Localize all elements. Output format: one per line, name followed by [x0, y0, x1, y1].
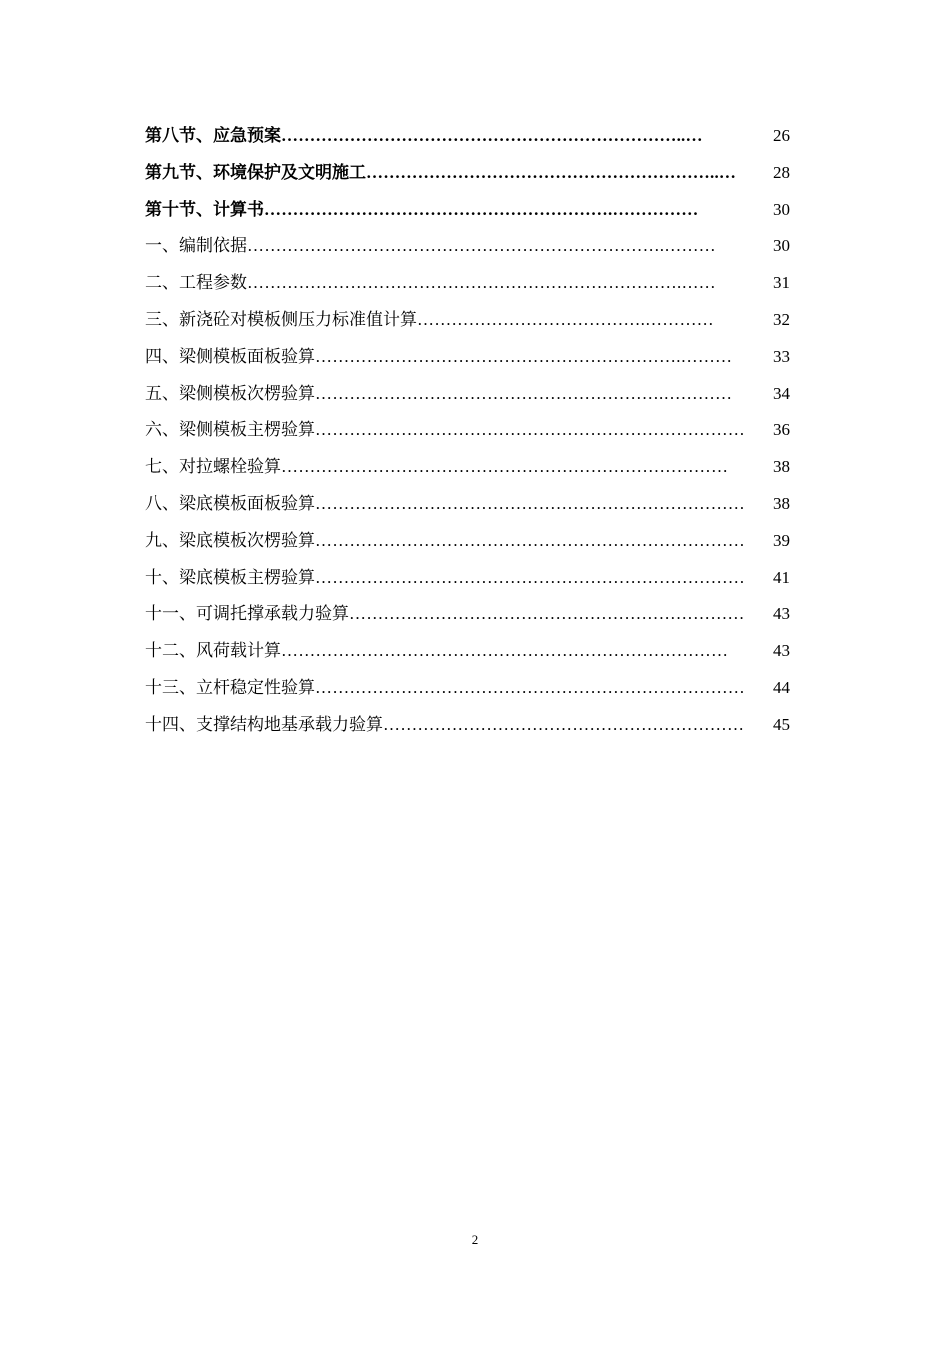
toc-leader-dots: ……………………………………………………..…	[366, 162, 737, 182]
toc-leader-dots: …………………………………………………………………	[315, 677, 745, 697]
toc-leader-dots: ………………………………………………………………….……	[247, 273, 716, 293]
toc-entry-page: 28	[773, 162, 790, 182]
toc-entry[interactable]	[145, 412, 790, 449]
toc-leader-dots: ……………………………………………………………	[349, 604, 745, 624]
toc-entry-page: 30	[773, 199, 790, 219]
toc-entry-page: 31	[773, 273, 790, 293]
toc-entry-title: 五、梁侧模板次楞验算	[145, 383, 315, 403]
toc-entry[interactable]	[145, 228, 790, 265]
toc-entry-page: 43	[773, 641, 790, 661]
toc-leader-dots: …………………………………………………………………	[315, 530, 745, 550]
toc-entry[interactable]	[145, 376, 790, 413]
toc-entry[interactable]	[145, 633, 790, 670]
toc-entry-title: 十一、可调托撑承载力验算	[145, 604, 349, 624]
toc-entry[interactable]	[145, 707, 790, 744]
toc-entry[interactable]	[145, 486, 790, 523]
toc-entry-title: 十四、支撑结构地基承载力验算	[145, 714, 383, 734]
toc-entry-page: 34	[773, 383, 790, 403]
toc-entry-title: 第十节、计算书	[145, 199, 264, 219]
toc-entry-title: 十二、风荷载计算	[145, 641, 281, 661]
toc-entry-page: 33	[773, 346, 790, 366]
toc-entry[interactable]	[145, 596, 790, 633]
toc-entry[interactable]	[145, 192, 790, 229]
toc-leader-dots: …………………………………………………………………	[315, 420, 745, 440]
toc-entry-title: 六、梁侧模板主楞验算	[145, 420, 315, 440]
toc-entry-page: 38	[773, 457, 790, 477]
toc-leader-dots: ……………………………………………………………………	[281, 641, 729, 661]
toc-entry-title: 三、新浇砼对模板侧压力标准值计算	[145, 309, 417, 329]
toc-entry-page: 32	[773, 309, 790, 329]
toc-entry-title: 一、编制依据	[145, 236, 247, 256]
toc-entry-title: 十三、立杆稳定性验算	[145, 677, 315, 697]
toc-entry[interactable]	[145, 302, 790, 339]
toc-entry[interactable]	[145, 449, 790, 486]
toc-entry[interactable]	[145, 560, 790, 597]
toc-entry-page: 26	[773, 126, 790, 145]
toc-leader-dots: ……………………………………………………………………	[281, 457, 729, 477]
toc-entry[interactable]	[145, 339, 790, 376]
toc-entry-title: 七、对拉螺栓验算	[145, 457, 281, 477]
toc-entry-page: 39	[773, 530, 790, 550]
toc-entry-title: 第九节、环境保护及文明施工	[145, 162, 366, 182]
toc-leader-dots: ………………………………………………………	[383, 714, 745, 734]
toc-leader-dots: ……………………………………………………………..…	[281, 126, 703, 145]
toc-entry-title: 八、梁底模板面板验算	[145, 493, 315, 513]
toc-entry-page: 45	[773, 714, 790, 734]
toc-entry-page: 44	[773, 677, 790, 697]
toc-entry[interactable]	[145, 670, 790, 707]
toc-entry[interactable]	[145, 118, 790, 155]
toc-entry-title: 九、梁底模板次楞验算	[145, 530, 315, 550]
toc-leader-dots: ………………………………….…………	[417, 309, 714, 329]
table-of-contents	[145, 118, 790, 744]
toc-entry-title: 十、梁底模板主楞验算	[145, 567, 315, 587]
toc-entry-title: 第八节、应急预案	[145, 126, 281, 145]
toc-entry-page: 36	[773, 420, 790, 440]
toc-leader-dots: ……………………………………………………………….………	[247, 236, 716, 256]
toc-leader-dots: …………………………………………………………………	[315, 567, 745, 587]
toc-entry-page: 30	[773, 236, 790, 256]
toc-entry-title: 二、工程参数	[145, 273, 247, 293]
toc-leader-dots: ……………………………………………………….………	[315, 346, 733, 366]
toc-entry[interactable]	[145, 265, 790, 302]
toc-entry-title: 四、梁侧模板面板验算	[145, 346, 315, 366]
toc-leader-dots: …………………………………………………………………	[315, 493, 745, 513]
toc-leader-dots: …………………………………………………….……………	[264, 199, 699, 219]
toc-entry[interactable]	[145, 523, 790, 560]
toc-entry-page: 41	[773, 567, 790, 587]
toc-leader-dots: …………………………………………………….…………	[315, 383, 733, 403]
toc-entry-page: 43	[773, 604, 790, 624]
toc-entry[interactable]	[145, 155, 790, 192]
page-number: 2	[471, 1232, 479, 1247]
toc-entry-page: 38	[773, 493, 790, 513]
